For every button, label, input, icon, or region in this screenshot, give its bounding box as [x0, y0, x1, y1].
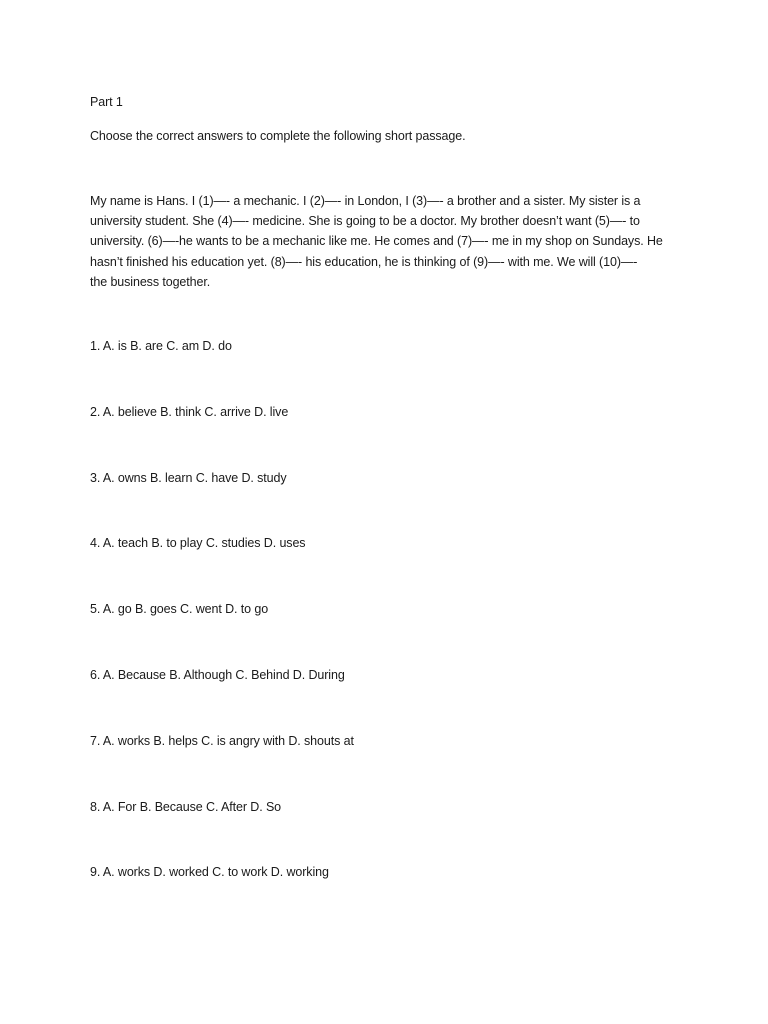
question-9: 9. A. works D. worked C. to work D. working — [90, 865, 329, 879]
question-8: 8. A. For B. Because C. After D. So — [90, 800, 282, 814]
question-4: 4. A. teach B. to play C. studies D. uses — [90, 536, 306, 550]
part-heading: Part 1 — [90, 95, 123, 109]
passage-line: the business together. — [90, 274, 211, 289]
passage-line: university student. She (4)—- medicine. She is going to be a doctor. My brother doesn’t want (5)—- to — [90, 214, 640, 229]
question-6: 6. A. Because B. Although C. Behind D. During — [90, 668, 345, 682]
question-5: 5. A. go B. goes C. went D. to go — [90, 602, 269, 616]
instruction-text: Choose the correct answers to complete the following short passage. — [90, 129, 466, 143]
passage-line: hasn’t finished his education yet. (8)—- his education, he is thinking of (9)—- with me. We will (10)—- — [90, 254, 638, 269]
question-2: 2. A. believe B. think C. arrive D. live — [90, 405, 289, 419]
question-7: 7. A. works B. helps C. is angry with D. shouts at — [90, 734, 354, 748]
passage-line: My name is Hans. I (1)—- a mechanic. I (2)—- in London, I (3)—- a brother and a sister. My sister is a — [90, 194, 641, 208]
question-1: 1. A. is B. are C. am D. do — [90, 339, 232, 353]
passage — [90, 191, 680, 292]
passage-line: university. (6)—-he wants to be a mechanic like me. He comes and (7)—- me in my shop on Sundays. He — [90, 234, 663, 249]
question-3: 3. A. owns B. learn C. have D. study — [90, 471, 287, 485]
